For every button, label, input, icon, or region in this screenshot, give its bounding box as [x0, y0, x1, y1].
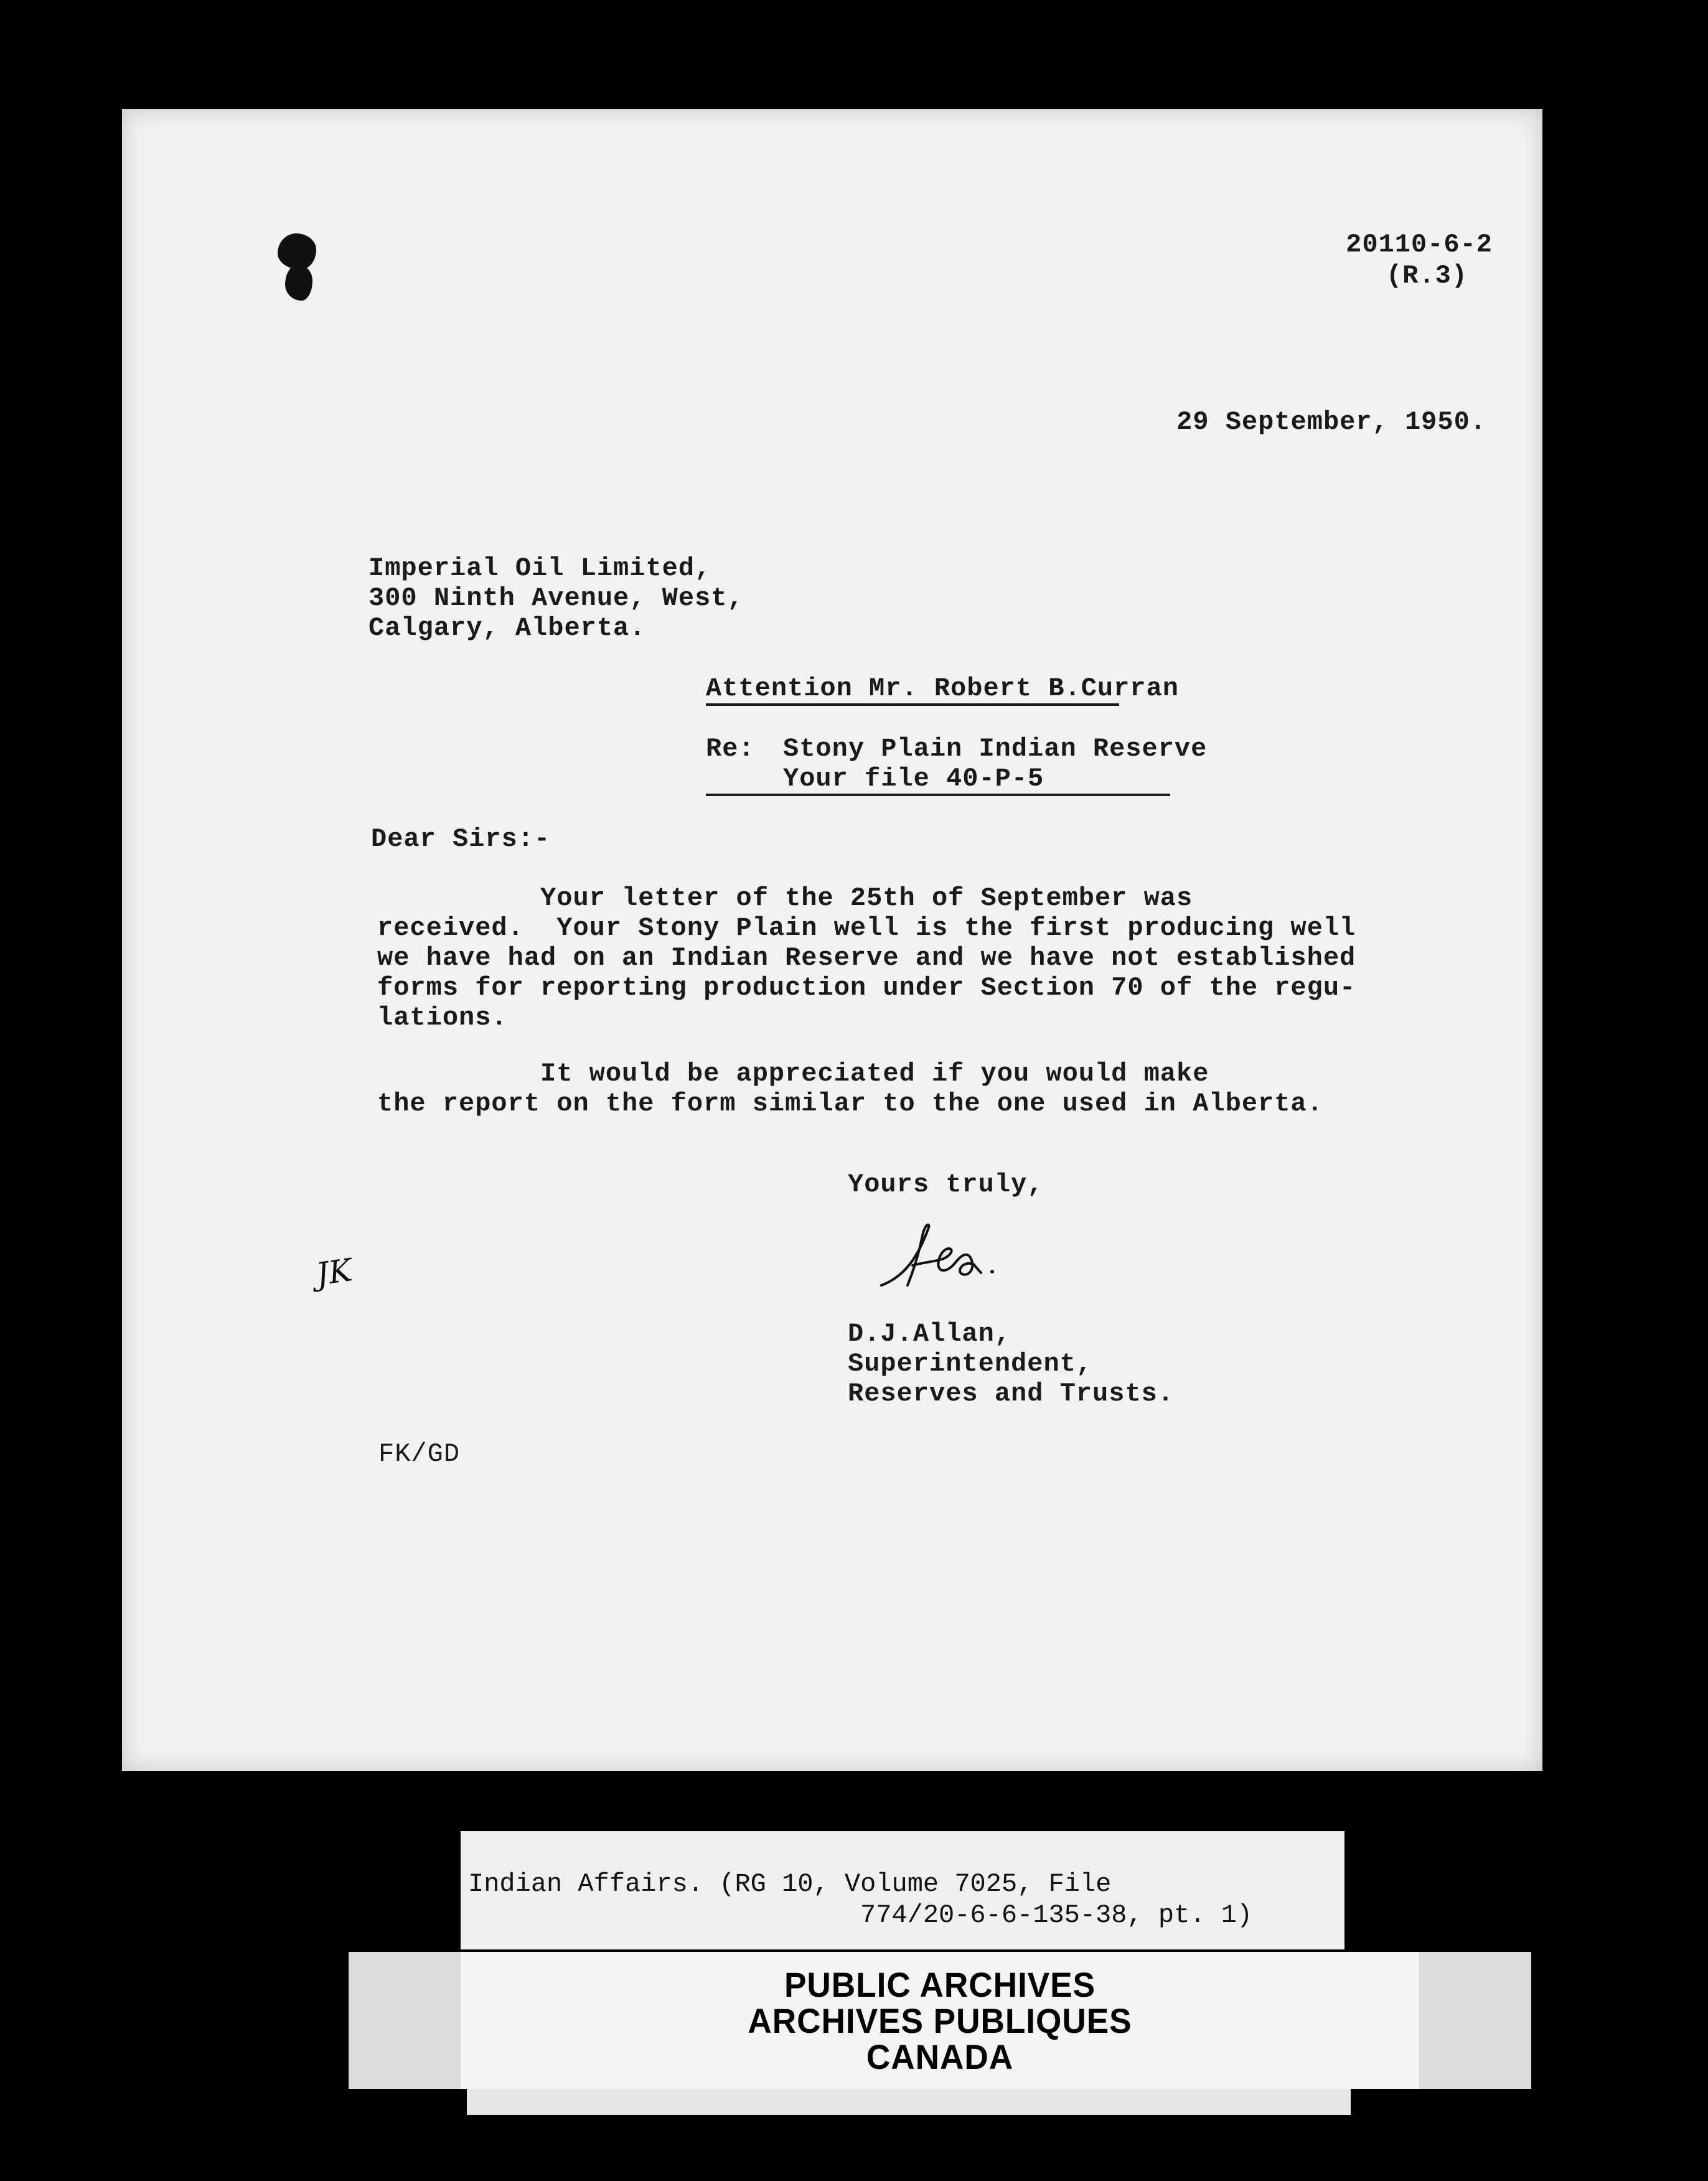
closing: Yours truly, — [848, 1170, 1044, 1199]
signer-title: Superintendent, — [848, 1349, 1093, 1379]
archive-reference-line: 774/20-6-6-135-38, pt. 1) — [860, 1900, 1253, 1930]
body-line: lations. — [377, 1003, 508, 1033]
archive-stamp-line: PUBLIC ARCHIVES — [784, 1965, 1096, 2004]
archive-stamp — [349, 1952, 1531, 2089]
re-label: Re: — [706, 734, 755, 764]
address-line: 300 Ninth Avenue, West, — [368, 583, 744, 613]
body-line: Your letter of the 25th of September was — [377, 883, 1193, 913]
re-underline — [706, 794, 1170, 796]
body-line: we have had on an Indian Reserve and we have not established — [377, 943, 1356, 973]
file-reference: 20110-6-2 — [1346, 230, 1493, 260]
reference-initials: FK/GD — [378, 1439, 461, 1469]
re-file: Your file 40-P-5 — [783, 764, 1044, 794]
archive-stamp-panel — [461, 1952, 1419, 2089]
letter-date: 29 September, 1950. — [1176, 407, 1486, 437]
ink-blot — [285, 265, 312, 301]
archive-reference-label — [461, 1831, 1344, 1949]
letter-page — [122, 109, 1542, 1771]
address-line: Calgary, Alberta. — [368, 613, 646, 643]
re-subject: Stony Plain Indian Reserve — [783, 734, 1208, 764]
address-line: Imperial Oil Limited, — [368, 553, 711, 583]
body-line: forms for reporting production under Section 70 of the regu- — [377, 973, 1356, 1003]
signer-department: Reserves and Trusts. — [848, 1379, 1175, 1409]
signer-name: D.J.Allan, — [848, 1319, 1011, 1349]
archive-stamp-line: ARCHIVES PUBLIQUES — [748, 2001, 1132, 2040]
attention-line: Attention Mr. Robert B.Curran — [706, 673, 1179, 703]
archive-stamp-line: CANADA — [866, 2037, 1014, 2076]
signature — [869, 1217, 1031, 1298]
body-line: the report on the form similar to the one used in Alberta. — [377, 1089, 1323, 1119]
body-line: received. Your Stony Plain well is the first producing well — [377, 913, 1356, 943]
margin-mark: JK — [314, 1252, 355, 1293]
film-strip — [467, 2089, 1351, 2115]
archive-reference-line: Indian Affairs. (RG 10, Volume 7025, File — [468, 1869, 1112, 1899]
body-line: It would be appreciated if you would make — [377, 1059, 1209, 1089]
salutation: Dear Sirs:- — [371, 824, 551, 854]
attention-underline — [706, 703, 1119, 706]
file-reference-sub: (R.3) — [1386, 261, 1468, 291]
